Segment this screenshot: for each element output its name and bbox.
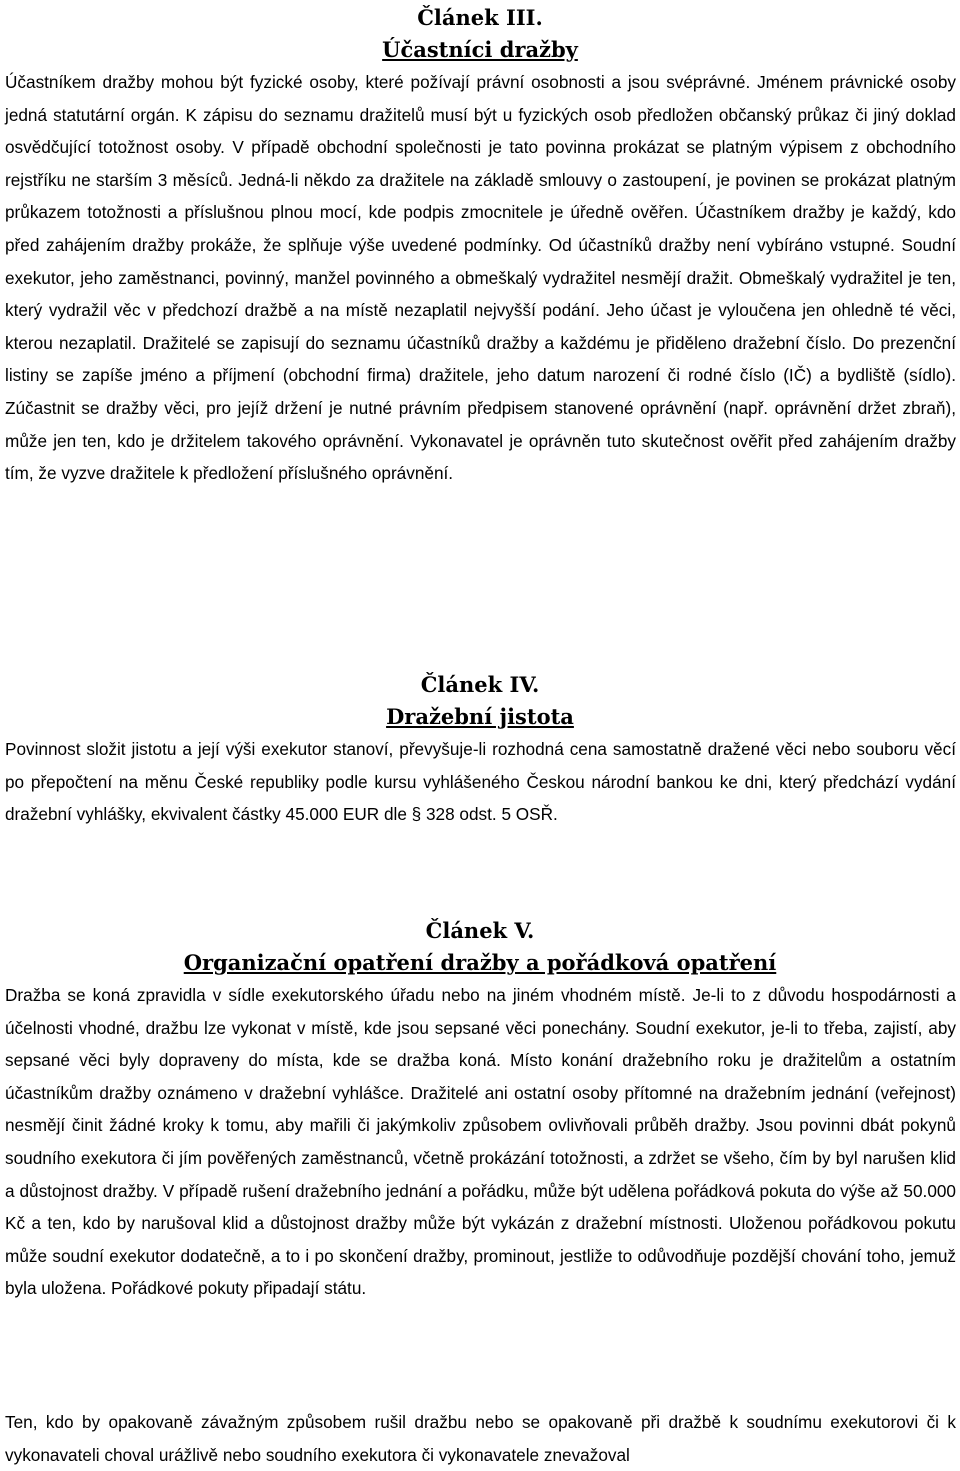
article-3-section [0,2,960,490]
article-5-section [0,915,960,1305]
article-4-paragraph: Povinnost složit jistotu a její výši exekutor stanoví, převyšuje-li rozhodná cena samostatně dražené věci nebo souboru věcí po přepočtení na měnu České republiky podle kursu vyhlášeného Českou národní bankou ke dni, který předchází vydání dražební vyhlášky, ekvivalent částky 45.000 EUR dle § 328 odst. 5 OSŘ. [5,739,956,825]
article-5-continuation [0,1406,960,1471]
article-3-paragraph: Účastníkem dražby mohou být fyzické osoby, které požívají právní osobnosti a jsou svéprávné. Jménem právnické osoby jedná statutární orgán. K zápisu do seznamu dražitelů musí být u fyzických osob předložen občanský průkaz či jiný doklad osvědčující totožnost osoby. V případě obchodní společnosti je tato povinna prokázat se platným výpisem z obchodního rejstříku ne starším 3 měsíců. Jedná-li někdo za dražitele na základě smlouvy o zastoupení, je povinen se prokázat platným průkazem totožnosti a příslušnou plnou mocí, kde podpis zmocnitele je úředně ověřen. Účastníkem dražby je každý, kdo před zahájením dražby prokáže, že splňuje výše uvedené podmínky. Od účastníků dražby není vybíráno vstupné. Soudní exekutor, jeho zaměstnanci, povinný, manžel povinného a obmeškalý vydražitel nesmějí dražit. Obmeškalý vydražitel je ten, který vydražil věc v předchozí dražbě a na místě nezaplatil nejvyšší podání. Jeho účast je vyloučena jen ohledně té věci, kterou nezaplatil. Dražitelé se zapisují do seznamu účastníků dražby a každému je přiděleno dražební číslo. Do prezenční listiny se zapíše jméno a příjmení (obchodní firma) dražitele, jeho datum narození či rodné číslo (IČ) a bydliště (sídlo). Zúčastnit se dražby věci, pro jejíž držení je nutné právním předpisem stanovené oprávnění (např. oprávnění držet zbraň), může jen ten, kdo je držitelem takového oprávnění. Vykonavatel je oprávněn tuto skutečnost ověřit před zahájením dražby tím, že vyzve dražitele k předložení příslušného oprávnění. [5,72,956,484]
article-5-paragraph: Dražba se koná zpravidla v sídle exekutorského úřadu nebo na jiném vhodném místě. Je-li to z důvodu hospodárnosti a účelnosti vhodné, dražbu lze vykonat v místě, kde jsou sepsané věci ponechány. Soudní exekutor, je-li to třeba, zajistí, aby sepsané věci byly dopraveny do místa, kde se dražba koná. Místo konání dražebního roku je dražitelům a ostatním účastníkům dražby oznámeno v dražební vyhlášce. Dražitelé ani ostatní osoby přítomné na dražebním jednání (veřejnost) nesmějí činit žádné kroky k tomu, aby mařili či jakýmkoliv způsobem ovlivňovali průběh dražby. Jsou povinni dbát pokynů soudního exekutora či jím pověřených zaměstnanců, včetně prokázání totožnosti, a zdržet se všeho, čím by byl narušen klid a důstojnost dražby. V případě rušení dražebního jednání a pořádku, může být udělena pořádková pokuta do výše až 50.000 Kč a ten, kdo by narušoval klid a důstojnost dražby může být vykázán z dražební místnosti. Uloženou pořádkovou pokutu může soudní exekutor dodatečně, a to i po skončení dražby, prominout, jestliže to odůvodňuje pozdější chování toho, jemuž byla uložena. Pořádkové pokuty připadají státu. [5,985,956,1299]
article-4-title: Dražební jistota [386,704,574,729]
article-4-number: Článek IV. [420,672,540,697]
article-5-number: Článek V. [425,918,535,943]
article-3-title: Účastníci dražby [382,37,578,62]
article-3-number: Článek III. [417,5,543,30]
article-5-paragraph-2: Ten, kdo by opakovaně závažným způsobem rušil dražbu nebo se opakovaně při dražbě k soudnímu exekutorovi či k vykonavateli choval urážlivě nebo soudního exekutora či vykonavatele znevažoval [5,1412,956,1465]
article-4-section [0,669,960,831]
article-5-title: Organizační opatření dražby a pořádková opatření [183,950,777,975]
